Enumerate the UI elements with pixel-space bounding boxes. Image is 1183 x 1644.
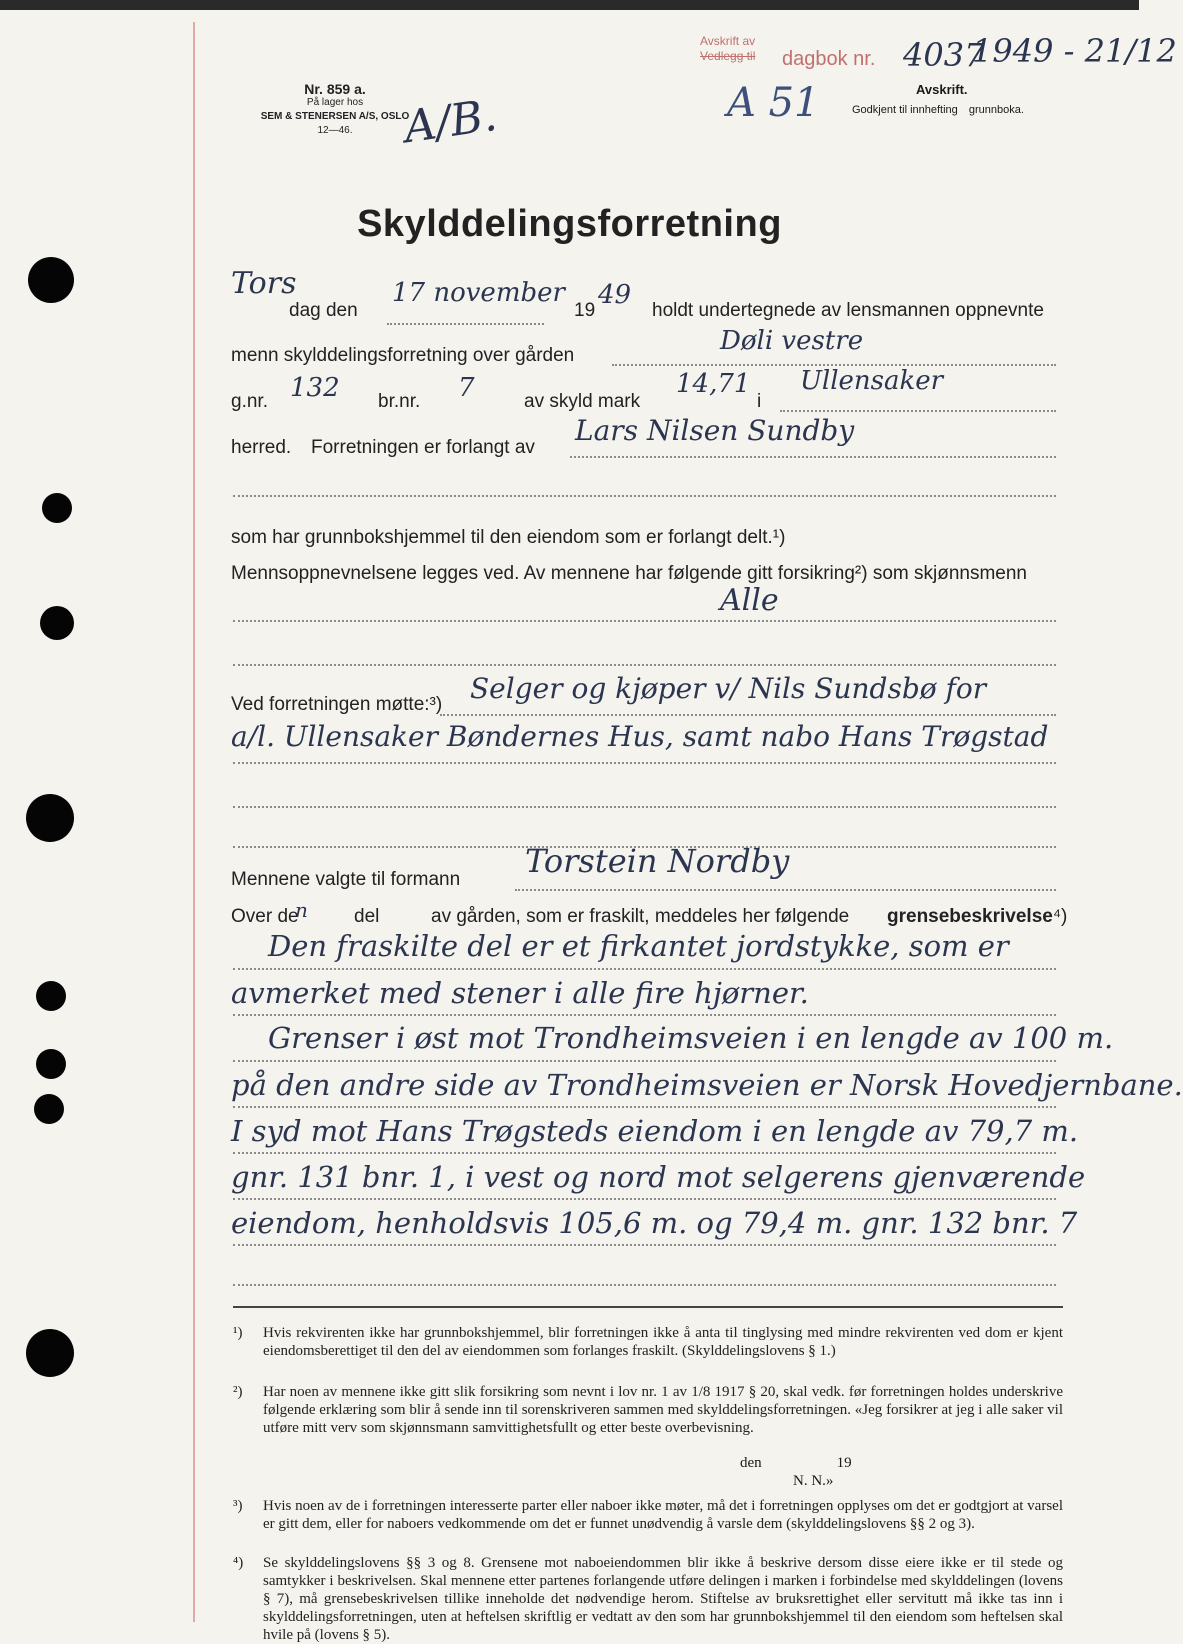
blank-fill-line bbox=[233, 495, 1056, 497]
year-prefix: 19 bbox=[574, 300, 596, 321]
formann-fill-line bbox=[515, 889, 1056, 891]
dagbok-label: dagbok nr. bbox=[782, 48, 876, 70]
punch-hole bbox=[36, 1049, 66, 1079]
forsikring-fill-line bbox=[233, 620, 1056, 622]
requester-value: Lars Nilsen Sundby bbox=[575, 414, 855, 447]
dagbok-number: 4037 bbox=[903, 36, 985, 74]
gnr-label: g.nr. bbox=[231, 391, 268, 412]
edition: 12—46. bbox=[317, 125, 353, 136]
dagbok-year-date: 1949 - 21/12 bbox=[972, 32, 1177, 70]
footnote-number: ¹) bbox=[233, 1325, 243, 1341]
grense-sup: ⁴) bbox=[1052, 906, 1068, 927]
footnote-text: Hvis rekvirenten ikke har grunnbokshjemmel, blir forretningen ikke å anta til tinglysing med mindre rekvirenten ved dom er kjent eiendomsberettiget til den del av eiendommen som forlanges fraskilt. (Skylddelingslovens § 1.) bbox=[263, 1325, 1063, 1359]
punch-hole bbox=[26, 794, 74, 842]
forsikring-fill-line-2 bbox=[233, 664, 1056, 666]
garden-label: av gården, som er fraskilt, meddeles her følgende bbox=[431, 906, 850, 927]
description-fill-line bbox=[233, 1106, 1056, 1108]
over-fill: n bbox=[295, 898, 308, 922]
description-fill-line bbox=[233, 1060, 1056, 1062]
footnote-text: Har noen av mennene ikke gitt slik forsikring som nevnt i lov nr. 1 av 1/8 1917 § 20, skal vedk. før forretningen holdes underskrive følgende erklæring som blir å sende inn til sorenskriveren sammen med skylddelingsforretningen. «Jeg forsikrer at jeg i alle saker vil utføre mitt verv som skjønnsmann samvittighetsfullt og etter beste overbevisning. bbox=[263, 1384, 1063, 1436]
date-value: 17 november bbox=[392, 278, 565, 308]
footnote-number: ³) bbox=[233, 1498, 243, 1514]
i-label: i bbox=[757, 391, 762, 412]
motte-line2: a/l. Ullensaker Bøndernes Hus, samt nabo Hans Trøgstad bbox=[231, 720, 1049, 753]
gnr-value: 132 bbox=[290, 373, 340, 403]
motte-fill-line3 bbox=[233, 806, 1056, 808]
punch-hole bbox=[36, 981, 66, 1011]
brnr-label: br.nr. bbox=[378, 391, 421, 412]
description-fill-line bbox=[233, 1198, 1056, 1200]
footnote-rule bbox=[233, 1306, 1063, 1308]
herred-name-value: Ullensaker bbox=[800, 366, 944, 396]
godkjent-label bbox=[852, 104, 1024, 116]
description-line-7: eiendom, henholdsvis 105,6 m. og 79,4 m. gnr. 132 bnr. 7 bbox=[231, 1206, 1078, 1240]
description-fill-line bbox=[233, 1244, 1056, 1246]
description-line-4: på den andre side av Trondheimsveien er Norsk Hovedjernbane. bbox=[231, 1068, 1183, 1102]
punch-hole bbox=[34, 1094, 64, 1124]
farm-name-value: Døli vestre bbox=[720, 326, 864, 356]
description-fill-line bbox=[233, 968, 1056, 970]
mennsopp-line: Mennsoppnevnelsene legges ved. Av mennene har følgende gitt forsikring²) som skjønnsmenn bbox=[231, 563, 1027, 584]
margin-rule bbox=[193, 22, 195, 1622]
footnote-text: Hvis noen av de i forretningen interesserte parter eller naboer ikke møter, må det i forretningen opplyses om det er godtgjort at varsel er gitt dem, eller for naboers vedkommende om det er funnet unødvendig å varsle dem (skylddelingslovens §§ 2 og 3). bbox=[263, 1498, 1063, 1532]
punch-hole bbox=[40, 606, 74, 640]
skyld-label: av skyld mark bbox=[524, 391, 641, 412]
motte-line1: Selger og kjøper v/ Nils Sundsbø for bbox=[470, 672, 987, 705]
motte-label: Ved forretningen møtte:³) bbox=[231, 694, 443, 715]
footnote-number: ⁴) bbox=[233, 1555, 244, 1571]
description-fill-line bbox=[233, 1152, 1056, 1154]
forlangt-label: Forretningen er forlangt av bbox=[311, 437, 535, 458]
date-fill-line bbox=[387, 323, 544, 325]
motte-fill-line2 bbox=[233, 762, 1056, 764]
formann-value: Torstein Nordby bbox=[525, 842, 790, 880]
avskrift-stamp bbox=[700, 34, 755, 64]
description-line-6: gnr. 131 bnr. 1, i vest og nord mot selgerens gjenværende bbox=[231, 1160, 1086, 1194]
herred-label: herred. bbox=[231, 437, 292, 458]
description-line-2: avmerket med stener i alle fire hjørner. bbox=[231, 976, 809, 1010]
skyld-value: 14,71 bbox=[676, 369, 751, 399]
description-line-3: Grenser i øst mot Trondheimsveien i en lengde av 100 m. bbox=[268, 1021, 1114, 1055]
over-label: Over de bbox=[231, 906, 299, 927]
sale-line: På lager hos bbox=[306, 97, 364, 108]
avskrift-label: Avskrift. bbox=[916, 82, 968, 97]
grense-label-text: grensebeskrivelse bbox=[887, 906, 1053, 927]
stamp-line1: Avskrift av bbox=[700, 34, 756, 48]
motte-fill-line1 bbox=[440, 714, 1056, 716]
punch-hole bbox=[42, 493, 72, 523]
punch-hole bbox=[26, 1329, 74, 1377]
footnote-signature: N. N.» bbox=[793, 1473, 834, 1489]
form-number: Nr. 859 a. bbox=[304, 81, 366, 97]
margin-note: A/B. bbox=[400, 89, 501, 154]
stamp-line2: Vedlegg til bbox=[700, 49, 756, 63]
del-label: del bbox=[354, 906, 380, 927]
footnote-number: ²) bbox=[233, 1384, 243, 1400]
publisher-name: SEM & STENERSEN A/S, OSLO bbox=[260, 111, 410, 122]
year-suffix: 49 bbox=[598, 280, 632, 310]
grense-label bbox=[887, 906, 1067, 928]
grunnboka-text: grunnboka. bbox=[968, 104, 1024, 116]
brnr-value: 7 bbox=[458, 373, 475, 403]
holdt-label: holdt undertegnede av lensmannen oppnevnte bbox=[652, 300, 1044, 321]
menn-label: menn skylddelingsforretning over gården bbox=[231, 345, 575, 366]
requester-fill-line bbox=[570, 456, 1056, 458]
reference-note: A 51 bbox=[727, 80, 820, 126]
formann-label: Mennene valgte til formann bbox=[231, 869, 461, 890]
footnote-date-line: den 19 bbox=[740, 1455, 852, 1471]
scan-top-edge bbox=[0, 0, 1139, 10]
description-fill-line bbox=[233, 1284, 1056, 1286]
description-line-5: I syd mot Hans Trøgsteds eiendom i en lengde av 79,7 m. bbox=[231, 1114, 1079, 1148]
dag-den-label: dag den bbox=[289, 300, 358, 321]
description-fill-line bbox=[233, 1014, 1056, 1016]
footnote-text: Se skylddelingslovens §§ 3 og 8. Grensene mot naboeiendommen blir ikke å beskrive dersom disse eiere ikke er til stede og samtykker i beskrivelsen. Skal mennene etter partenes forlangende utføre delingen i marken i forbindelse med skylddelingen (lovens § 7), må grensebeskrivelsen tillike inneholde det nødvendige herom. Stiftelse av bruksrettighet eller servitutt må ikke tas inn i skylddelingsforretningen, uten at heftelsen skriftlig er vedtatt av den som har grunnbokshjemmel til den eiendom som heftelsen skal hvile på (lovens § 5). bbox=[263, 1555, 1063, 1643]
weekday-value: Tors bbox=[231, 266, 297, 301]
godkjent-text: Godkjent til innhefting bbox=[852, 104, 958, 116]
grunnbok-line: som har grunnbokshjemmel til den eiendom som er forlangt delt.¹) bbox=[231, 527, 786, 548]
description-line-1: Den fraskilte del er et firkantet jordstykke, som er bbox=[268, 929, 1009, 963]
herred-fill-line bbox=[780, 410, 1056, 412]
document-title: Skylddelingsforretning bbox=[357, 203, 782, 245]
punch-hole bbox=[28, 257, 74, 303]
forsikring-answer: Alle bbox=[720, 583, 779, 618]
